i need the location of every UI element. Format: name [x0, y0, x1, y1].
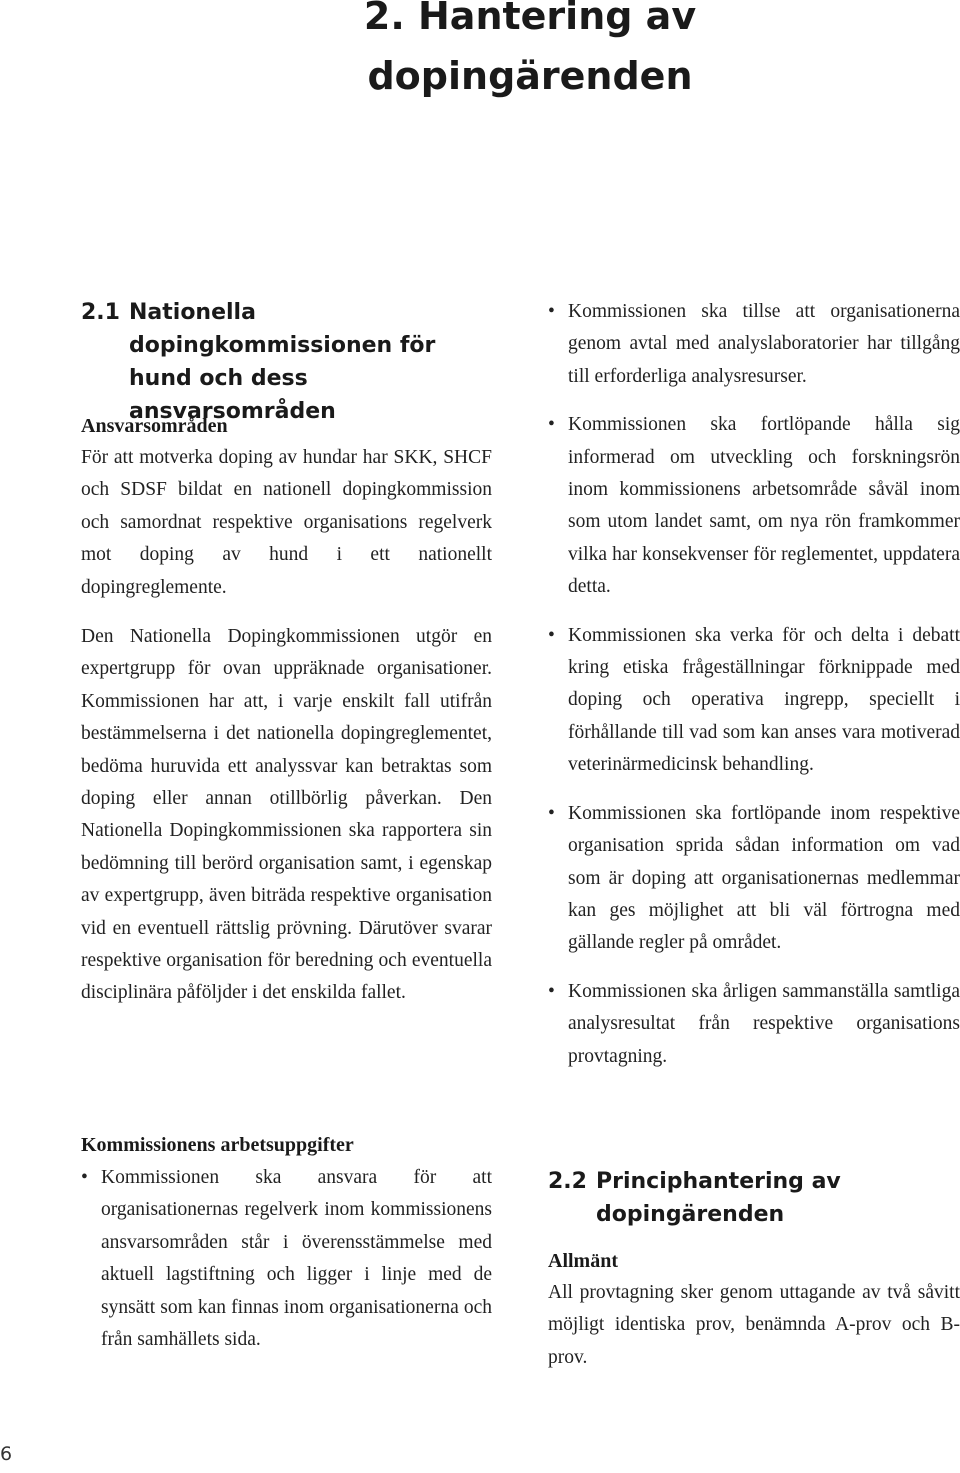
- task-text: Kommissionen ska fortlöpande inom respektive organisation sprida sådan information om vad som är doping att organisationernas medlemmar kan ges möjlighet att bli väl förtrogna med gällande regler på området.: [568, 802, 960, 954]
- task-text: Kommissionen ska ansvara för att organisationernas regelverk inom kommissionens ansvarsområden står i överensstämmelse med aktuell lagstiftning och ligger i linje med de synsätt som kan finnas inom organisationerna och från samhällets sida.: [101, 1167, 492, 1351]
- subheading-tasks: Kommissionens arbetsuppgifter: [81, 1134, 354, 1156]
- bullet-icon: •: [548, 802, 555, 824]
- bullet-icon: •: [548, 624, 555, 646]
- list-item: [548, 620, 960, 782]
- commission-paragraph: Den Nationella Dopingkommissionen utgör en expertgrupp för ovan uppräknade organisationer. Kommissionen har att, i varje enskilt fall utifrån bestämmelserna i det nationella dopingreglementet, bedöma huruvida ett analyssvar kan betraktas som doping eller annan otillbörlig påverkan. Den Nationella Dopingkommissionen ska rapportera sin bedömning till berörd organisation samt, i egenskap av expertgrupp, även biträda respektive organisation vid en eventuell rättslig prövning. Därutöver svarar respektive organisation för beredning och eventuella disciplinära påföljder i det enskilda fallet.: [81, 626, 492, 1004]
- general-paragraph: All provtagning sker genom uttagande av två såvitt möjligt identiska prov, benämnda A-prov och B-prov.: [548, 1282, 960, 1368]
- responsibility-paragraph: För att motverka doping av hundar har SKK, SHCF och SDSF bildat en nationell dopingkommission och samordnat respektive organisations regelverk mot doping av hund i ett nationellt dopingreglemente.: [81, 447, 492, 598]
- section-2-2-heading: [548, 1165, 948, 1231]
- section-title: Principhantering av dopingärenden: [596, 1169, 841, 1227]
- task-list-left: [81, 1162, 492, 1356]
- page-number: 6: [0, 1443, 13, 1465]
- section-number: 2.2: [548, 1169, 587, 1194]
- list-item: [81, 1162, 492, 1356]
- subheading-general: Allmänt: [548, 1250, 618, 1272]
- task-text: Kommissionen ska årligen sammanställa samtliga analysresultat från respektive organisations provtagning.: [568, 980, 960, 1067]
- bullet-icon: •: [548, 301, 555, 322]
- task-text: Kommissionen ska fortlöpande hålla sig informerad om utveckling och forskningsrön inom kommissionens arbetsområde såväl inom som utom landet samt, om nya rön framkommer vilka har konsekvenser för reglementet, uppdatera detta.: [568, 414, 960, 598]
- section-2-1-heading: [81, 296, 481, 428]
- list-item: [548, 976, 960, 1073]
- bullet-icon: •: [81, 1167, 88, 1188]
- subheading-responsibility: Ansvarsområden: [81, 415, 228, 437]
- chapter-title: 2. Hantering av dopingärenden: [363, 0, 697, 98]
- list-item: [548, 296, 960, 393]
- section-number: 2.1: [81, 300, 120, 325]
- task-text: Kommissionen ska tillse att organisationerna genom avtal med analyslaboratorier har tillgång till erforderliga analysresurser.: [568, 301, 960, 387]
- bullet-icon: •: [548, 980, 555, 1002]
- list-item: [548, 798, 960, 960]
- section-title: Nationella dopingkommissionen för hund och dess ansvarsområden: [129, 300, 436, 424]
- task-text: Kommissionen ska verka för och delta i debatt kring etiska frågeställningar förknippade med doping och operativa ingrepp, speciellt i förhållande till vad som kan anses vara motiverad veterinärmedicinsk behandling.: [568, 624, 960, 776]
- bullet-icon: •: [548, 414, 555, 436]
- list-item: [548, 409, 960, 603]
- task-list-right: [548, 296, 960, 1073]
